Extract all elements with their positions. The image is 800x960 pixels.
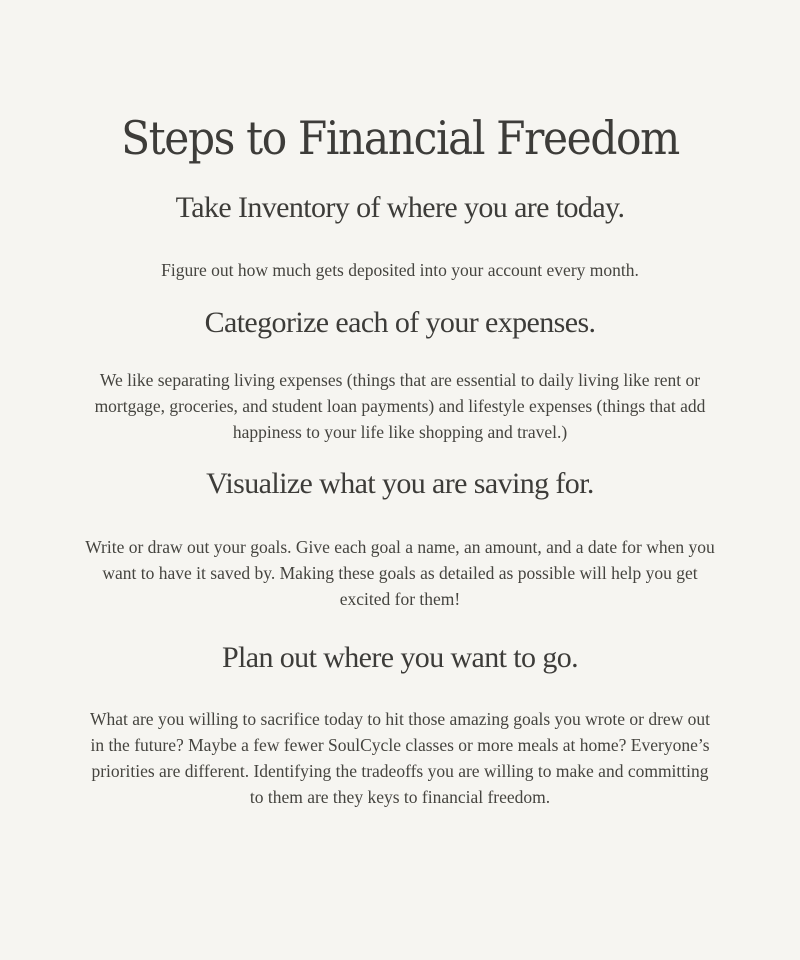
step-1-body: Figure out how much gets deposited into your account every month. xyxy=(161,260,639,280)
step-3-body: Write or draw out your goals. Give each goal a name, an amount, and a date for when you want to have it saved by. Making these goals as detailed as possible will help you get excited for them! xyxy=(85,537,715,609)
step-3-heading: Visualize what you are saving for. xyxy=(206,467,594,500)
page-title: Steps to Financial Freedom xyxy=(121,111,679,165)
step-4-heading: Plan out where you want to go. xyxy=(221,641,579,674)
step-2-heading: Categorize each of your expenses. xyxy=(204,306,596,339)
step-2-body: We like separating living expenses (things that are essential to daily living like rent or mortgage, groceries, and student loan payments) and lifestyle expenses (things that add happiness to your life like shopping and travel.) xyxy=(94,370,706,442)
step-4-body: What are you willing to sacrifice today to hit those amazing goals you wrote or drew out in the future? Maybe a few fewer SoulCycle classes or more meals at home? Everyone’s priorities are different. Identifying the tradeoffs you are willing to make and committing to them are they keys to financial freedom. xyxy=(89,709,711,807)
step-1-heading: Take Inventory of where you are today. xyxy=(175,191,625,224)
